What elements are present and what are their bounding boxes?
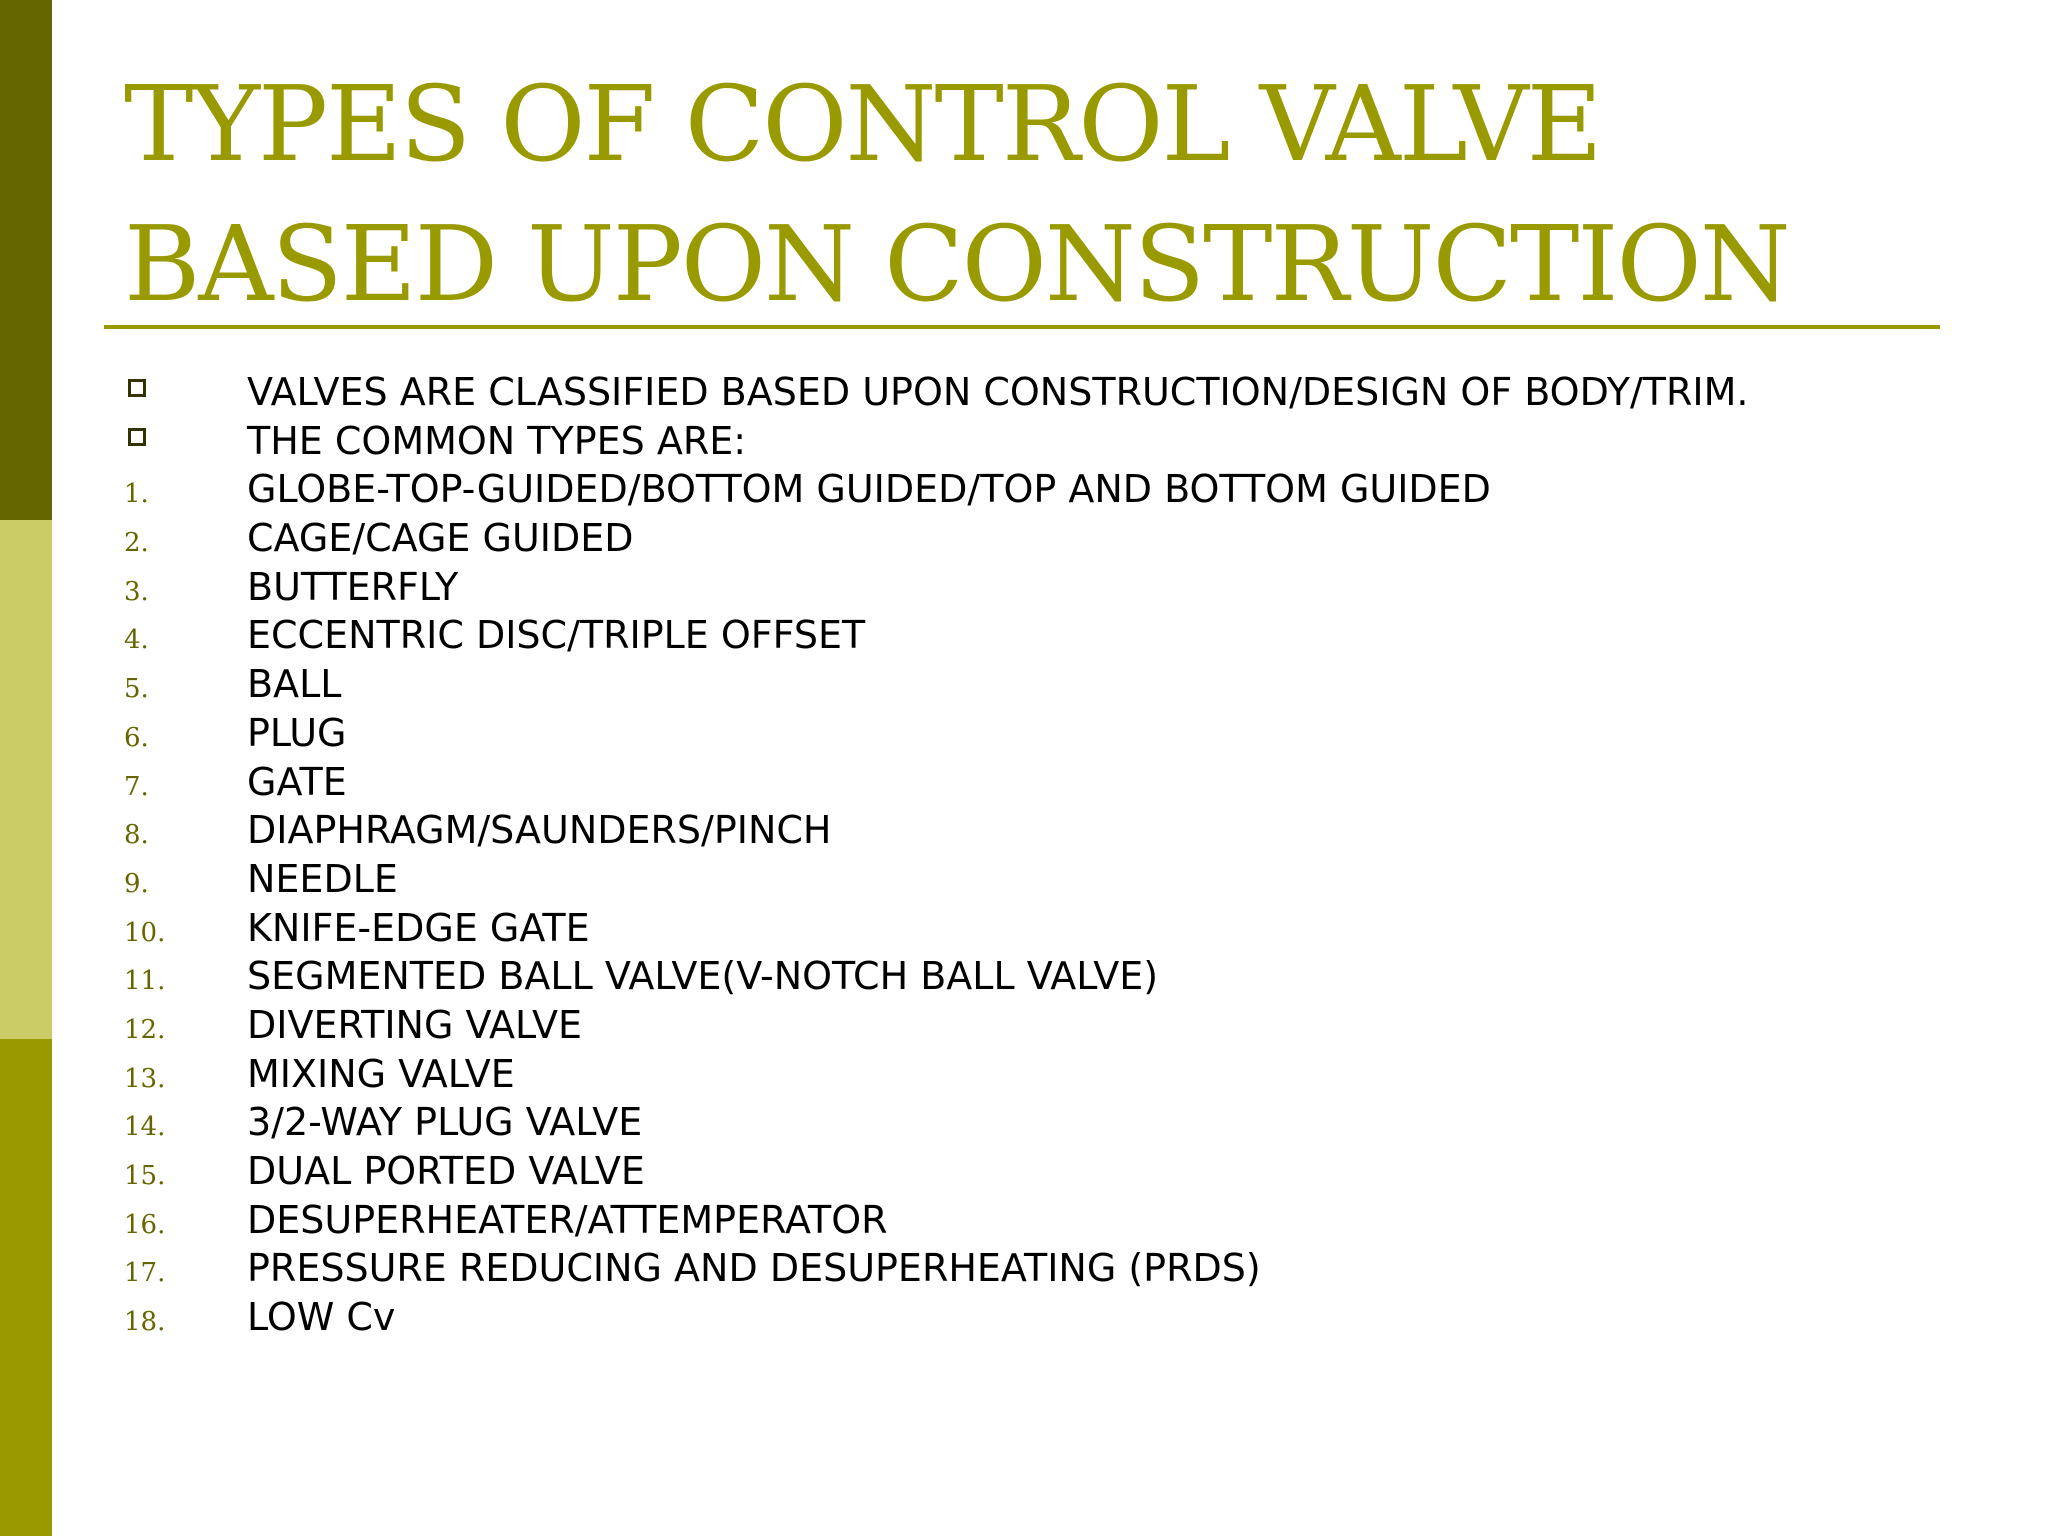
bullet-text: THE COMMON TYPES ARE:: [247, 418, 747, 463]
slide-title: [124, 54, 1944, 334]
list-item-text: BALL: [247, 662, 342, 707]
list-item: [0, 1293, 2000, 1342]
list-item-text: GATE: [247, 759, 347, 804]
bullet-item: [0, 368, 2000, 417]
list-item-text: GLOBE-TOP-GUIDED/BOTTOM GUIDED/TOP AND BOTTOM GUIDED: [247, 467, 1491, 512]
list-item-text: MIXING VALVE: [247, 1051, 515, 1096]
list-item-number: 3.: [124, 576, 149, 607]
list-item-text: 3/2-WAY PLUG VALVE: [247, 1100, 643, 1145]
list-item-text: BUTTERFLY: [247, 564, 459, 609]
square-bullet-icon: [128, 379, 146, 397]
list-item: [0, 611, 2000, 660]
list-item-text: ECCENTRIC DISC/TRIPLE OFFSET: [247, 613, 866, 658]
list-item: [0, 806, 2000, 855]
list-item: [0, 514, 2000, 563]
list-item-number: 18.: [124, 1307, 166, 1338]
list-item-text: PLUG: [247, 710, 347, 755]
slide-body: [0, 368, 2000, 1342]
list-item: [0, 563, 2000, 612]
list-item-text: DIAPHRAGM/SAUNDERS/PINCH: [247, 808, 832, 853]
list-item-number: 1.: [124, 479, 149, 510]
list-item-text: LOW Cv: [247, 1295, 396, 1340]
list-item-number: 13.: [124, 1063, 166, 1094]
list-item: [0, 1050, 2000, 1099]
list-item: [0, 1147, 2000, 1196]
title-divider: [104, 325, 1940, 329]
square-bullet-icon: [128, 428, 146, 446]
list-item-number: 17.: [124, 1258, 166, 1289]
list-item: [0, 1001, 2000, 1050]
list-item-text: NEEDLE: [247, 856, 398, 901]
list-item-number: 8.: [124, 820, 149, 851]
list-item: [0, 1244, 2000, 1293]
list-item-text: DUAL PORTED VALVE: [247, 1149, 645, 1193]
list-item-number: 10.: [124, 917, 166, 948]
list-item-number: 11.: [124, 966, 166, 997]
list-item-number: 9.: [124, 868, 149, 899]
list-item-text: DESUPERHEATER/ATTEMPERATOR: [247, 1197, 888, 1242]
slide-title-line-1: TYPES OF CONTROL VALVE: [124, 63, 1601, 185]
list-item: [0, 1196, 2000, 1245]
list-item-number: 7.: [124, 771, 149, 802]
list-item-text: DIVERTING VALVE: [247, 1002, 583, 1047]
list-item: [0, 904, 2000, 953]
list-item: [0, 660, 2000, 709]
list-item: [0, 758, 2000, 807]
list-item-number: 4.: [124, 625, 149, 656]
bullet-item: [0, 417, 2000, 466]
list-item-number: 6.: [124, 722, 149, 753]
list-item: [0, 952, 2000, 1001]
list-item-number: 12.: [124, 1014, 166, 1045]
list-item-text: CAGE/CAGE GUIDED: [247, 516, 634, 561]
list-item-number: 16.: [124, 1209, 166, 1240]
list-item: [0, 709, 2000, 758]
bullet-text: VALVES ARE CLASSIFIED BASED UPON CONSTRUCTION/DESIGN OF BODY/TRIM.: [247, 370, 1749, 414]
list-item: [0, 855, 2000, 904]
list-item: [0, 465, 2000, 514]
list-item-number: 5.: [124, 674, 149, 705]
list-item-number: 14.: [124, 1112, 166, 1143]
slide-title-line-2: BASED UPON CONSTRUCTION: [124, 203, 1789, 325]
list-item-number: 15.: [124, 1161, 166, 1191]
list-item-text: SEGMENTED BALL VALVE(V-NOTCH BALL VALVE): [247, 954, 1159, 999]
list-item: [0, 1098, 2000, 1147]
list-item-text: PRESSURE REDUCING AND DESUPERHEATING (PRDS): [247, 1246, 1261, 1291]
list-item-text: KNIFE-EDGE GATE: [247, 905, 590, 950]
list-item-number: 2.: [124, 528, 149, 559]
